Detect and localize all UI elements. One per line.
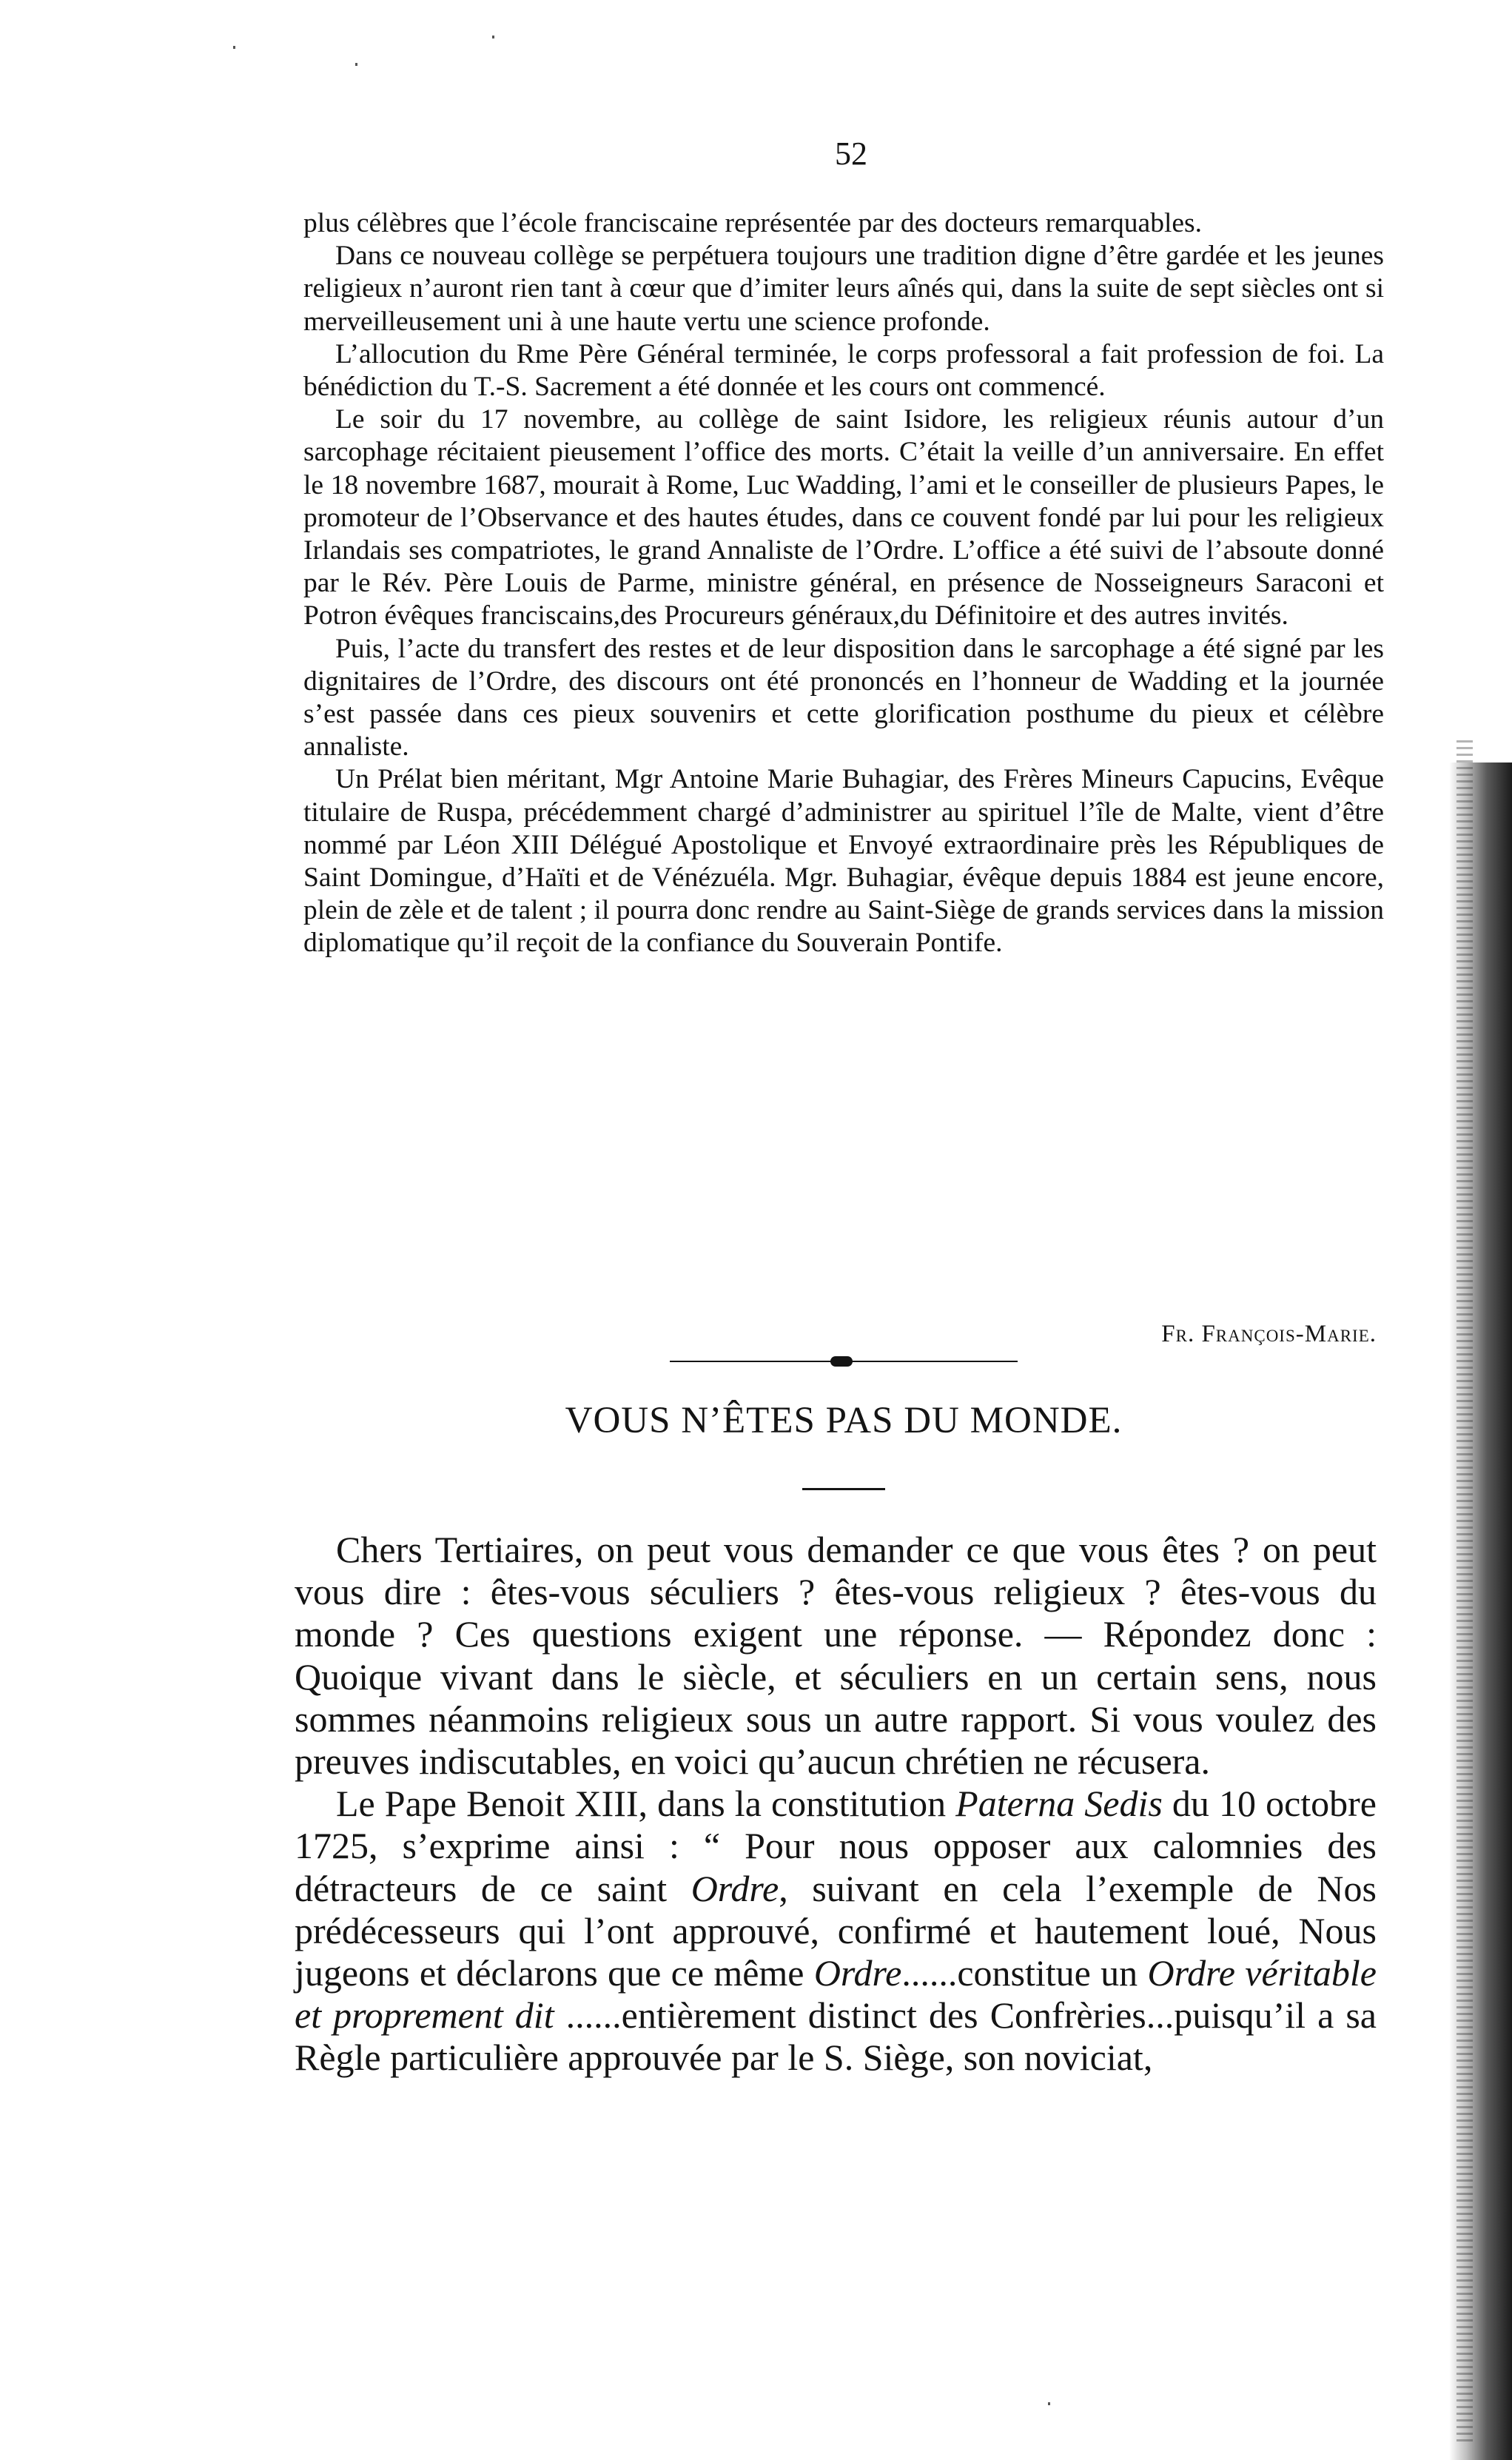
scan-speck: [492, 36, 494, 38]
title-underline: [802, 1488, 885, 1490]
italic-term: Ordre: [691, 1867, 779, 1909]
italic-term: Ordre véritable et proprement dit: [295, 1952, 1377, 2037]
paragraph: Dans ce nouveau collège se perpétuera toujours une tradition digne d’être gardée et les jeunes religieux n’auront rien tant à cœur que d’imiter leurs aînés qui, dans la suite de sept siècles ont si merveilleusement uni à une haute vertu une science profonde.: [303, 241, 1384, 337]
text-run: ......entièrement distinct des Confrèries...puisqu’il a sa Règle particulière approuvée par le S. Siège, son noviciat,: [295, 1994, 1377, 2079]
paragraph: Le soir du 17 novembre, au collège de saint Isidore, les religieux réunis autour d’un sarcophage récitaient pieusement l’office des morts. C’était la veille d’un anniversaire. En effet le 18 novembre 1687, mourait à Rome, Luc Wadding, l’ami et le conseiller de plusieurs Papes, le promoteur de l’Observance et des hautes études, dans ce couvent fondé par lui pour les religieux Irlandais ses compatriotes, le grand Annaliste de l’Ordre. L’office a été suivi de l’absoute donné par le Rév. Père Louis de Parme, ministre général, en présence de Nosseigneurs Saraconi et Potron évêques franciscains,des Procureurs généraux,du Définitoire et des autres invités.: [303, 404, 1384, 631]
text-run: Le Pape Benoit XIII, dans la constitution: [336, 1783, 956, 1825]
paragraph: Chers Tertiaires, on peut vous demander ce que vous êtes ? on peut vous dire : êtes-vous séculiers ? êtes-vous religieux ? êtes-vous du monde ? Ces questions exigent une réponse. — Répondez donc : Quoique vivant dans le siècle, et séculiers en un certain sens, nous sommes néanmoins religieux sous un autre rapport. Si vous voulez des preuves indiscutables, en voici qu’aucun chrétien ne récusera.: [295, 1529, 1377, 1783]
text-run: , suivant en cela l’exemple de Nos prédécesseurs qui l’ont approuvé, confirmé et hautement loué, Nous jugeons et déclarons que ce même: [295, 1867, 1377, 1994]
lower-text-block: [295, 1529, 1377, 2079]
paragraph: [295, 1783, 1377, 2079]
italic-title: Paterna Sedis: [955, 1783, 1163, 1825]
paragraph: L’allocution du Rme Père Général terminée, le corps professoral a fait profession de foi. La bénédiction du T.-S. Sacrement a été donnée et les cours ont commencé.: [303, 338, 1384, 403]
author-signature: Fr. François-Marie.: [1161, 1321, 1377, 1347]
text-run: ......constitue un: [901, 1952, 1148, 1994]
paragraph: Un Prélat bien méritant, Mgr Antoine Marie Buhagiar, des Frères Mineurs Capucins, Evêque titulaire de Ruspa, précédemment chargé d’administrer au spirituel l’île de Malte, vient d’être nommé par Léon XIII Délégué Apostolique et Envoyé extraordinaire près les Républiques de Saint Domingue, d’Haïti et de Vénézuéla. Mgr. Buhagiar, évêque depuis 1884 est jeune encore, plein de zèle et de talent ; il pourra donc rendre au Saint-Siège de grands services dans la mission diplomatique qu’il reçoit de la confiance du Souverain Pontife.: [303, 764, 1384, 959]
page-edge-texture: [1456, 740, 1473, 2443]
scan-speck: [355, 63, 357, 66]
italic-term: Ordre: [813, 1952, 902, 1994]
upper-text-block: [303, 207, 1384, 960]
paragraph: plus célèbres que l’école franciscaine représentée par des docteurs remarquables.: [303, 208, 1202, 238]
text-run: du 10 octobre 1725, s’exprime ainsi : “ Pour nous opposer aux calomnies des détracteurs de ce saint: [295, 1783, 1377, 1909]
section-title: VOUS N’ÊTES PAS DU MONDE.: [565, 1400, 1123, 1441]
divider-ornament: [830, 1356, 853, 1367]
scan-speck: [1048, 2402, 1050, 2405]
page-number: 52: [835, 135, 867, 172]
paragraph: Puis, l’acte du transfert des restes et de leur disposition dans le sarcophage a été signé par les dignitaires de l’Ordre, des discours ont été prononcés en l’honneur de Wadding et la journée s’est passée dans ces pieux souvenirs et cette glorification posthume du pieux et célèbre annaliste.: [303, 633, 1384, 763]
scan-speck: [233, 46, 235, 49]
